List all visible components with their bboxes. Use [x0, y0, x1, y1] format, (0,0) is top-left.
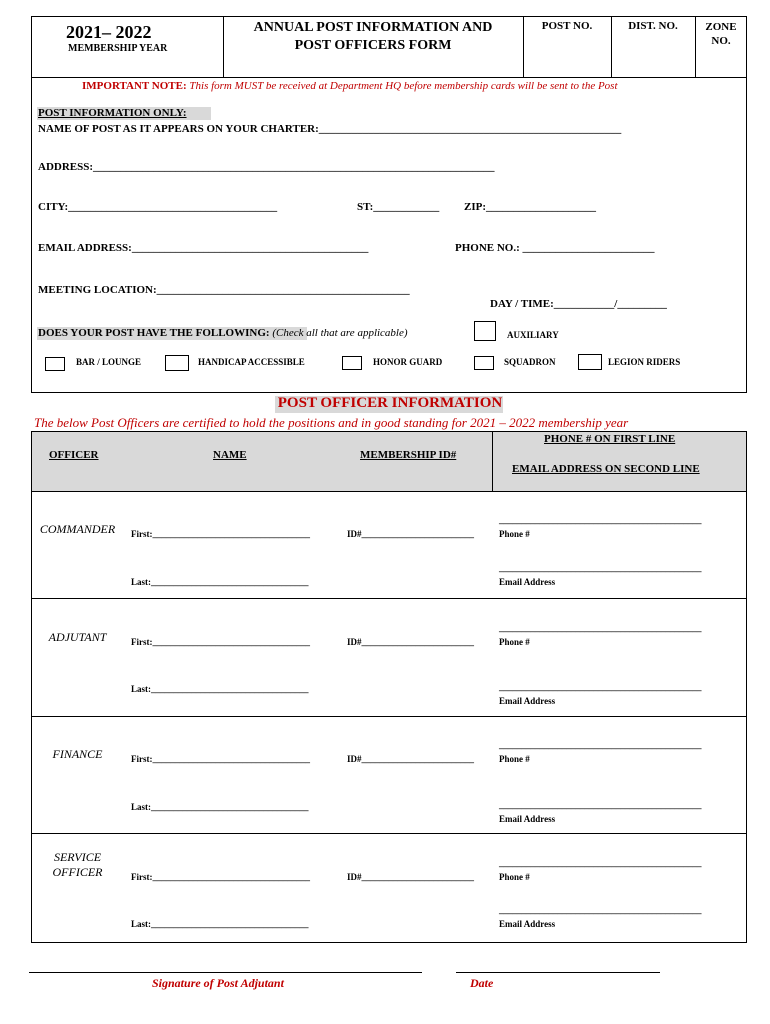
adjutant-first-name[interactable]: First:___________________________________: [131, 637, 310, 647]
handicap-checkbox[interactable]: [165, 355, 189, 371]
service-officer-id[interactable]: ID#_________________________: [347, 872, 475, 882]
phone-field[interactable]: PHONE NO.: ________________________: [455, 242, 655, 254]
service-officer-email-line[interactable]: _____________________________________________: [499, 905, 702, 915]
membership-year: 2021– 2022: [66, 22, 152, 42]
commander-email-label: Email Address: [499, 577, 556, 587]
commander-phone-label: Phone #: [499, 529, 530, 539]
finance-id[interactable]: ID#_________________________: [347, 754, 475, 764]
adjutant-phone-line[interactable]: _____________________________________________: [499, 623, 702, 633]
city-field[interactable]: CITY:______________________________________: [38, 201, 278, 213]
officer-title-adjutant: ADJUTANT: [48, 630, 107, 644]
bar-lounge-checkbox[interactable]: [45, 357, 65, 371]
officer-title-finance: FINANCE: [52, 747, 103, 761]
finance-phone-line[interactable]: _____________________________________________: [499, 740, 702, 750]
membership-year-caption: MEMBERSHIP YEAR: [68, 43, 168, 54]
officer-table-header-divider: [31, 491, 747, 492]
finance-first-name[interactable]: First:___________________________________: [131, 754, 310, 764]
address-field[interactable]: ADDRESS:_________________________________________________________________________: [38, 161, 495, 173]
col-phone: PHONE # ON FIRST LINE: [544, 433, 676, 445]
col-officer: OFFICER: [49, 449, 99, 461]
email-field[interactable]: EMAIL ADDRESS:___________________________________________: [38, 242, 369, 254]
commander-last-name[interactable]: Last:___________________________________: [131, 577, 309, 587]
commander-email-line[interactable]: _____________________________________________: [499, 563, 702, 573]
form-title-line1: ANNUAL POST INFORMATION AND: [253, 20, 493, 35]
auxiliary-checkbox[interactable]: [474, 321, 496, 341]
service-officer-phone-line[interactable]: _____________________________________________: [499, 858, 702, 868]
col-membership-id: MEMBERSHIP ID#: [360, 449, 457, 461]
day-time-field[interactable]: DAY / TIME:___________/_________: [490, 298, 667, 310]
finance-email-line[interactable]: _____________________________________________: [499, 800, 702, 810]
post-no-label: POST NO.: [541, 20, 593, 32]
dist-no-label: DIST. NO.: [628, 20, 678, 32]
bar-lounge-label: BAR / LOUNGE: [76, 357, 142, 367]
service-officer-line1: SERVICE: [53, 850, 102, 864]
legion-riders-label: LEGION RIDERS: [608, 357, 681, 367]
finance-email-label: Email Address: [499, 814, 556, 824]
date-signature-line[interactable]: [456, 972, 660, 973]
post-name-field[interactable]: NAME OF POST AS IT APPEARS ON YOUR CHARTER:_______________________________________________________: [38, 123, 622, 135]
finance-phone-label: Phone #: [499, 754, 530, 764]
important-note: [82, 80, 618, 92]
service-officer-email-label: Email Address: [499, 919, 556, 929]
adjutant-last-name[interactable]: Last:___________________________________: [131, 684, 309, 694]
zip-field[interactable]: ZIP:____________________: [464, 201, 596, 213]
officer-table-col-divider: [492, 431, 493, 491]
date-label: Date: [470, 976, 494, 990]
auxiliary-label: AUXILIARY: [507, 330, 559, 340]
form-title-line2: POST OFFICERS FORM: [294, 38, 452, 53]
service-officer-last-name[interactable]: Last:___________________________________: [131, 919, 309, 929]
state-field[interactable]: ST:____________: [357, 201, 440, 213]
squadron-label: SQUADRON: [504, 357, 556, 367]
adjutant-signature-label: Signature of Post Adjutant: [152, 976, 284, 990]
zone-no-label: [695, 20, 747, 48]
officer-title-commander: COMMANDER: [39, 522, 116, 536]
honor-guard-label: HONOR GUARD: [373, 357, 443, 367]
facilities-question-hint: (Check all that are applicable): [272, 327, 408, 339]
zone-no-line2: NO.: [711, 35, 731, 47]
handicap-label: HANDICAP ACCESSIBLE: [198, 357, 305, 367]
honor-guard-checkbox[interactable]: [342, 356, 362, 370]
commander-id[interactable]: ID#_________________________: [347, 529, 475, 539]
officer-section-title: POST OFFICER INFORMATION: [277, 395, 503, 411]
important-note-label: IMPORTANT NOTE:: [82, 80, 187, 92]
adjutant-email-line[interactable]: _____________________________________________: [499, 682, 702, 692]
service-officer-line2: OFFICER: [52, 865, 103, 879]
officer-title-service-officer: [30, 850, 125, 880]
service-officer-phone-label: Phone #: [499, 872, 530, 882]
meeting-location-field[interactable]: MEETING LOCATION:______________________________________________: [38, 284, 410, 296]
officer-section-subtitle: The below Post Officers are certified to hold the positions and in good standing for 2021 – 2022 membership year: [34, 415, 629, 430]
facilities-question: [38, 327, 408, 339]
col-email: EMAIL ADDRESS ON SECOND LINE: [512, 463, 700, 475]
legion-riders-checkbox[interactable]: [578, 354, 602, 370]
post-info-heading: POST INFORMATION ONLY:: [38, 107, 187, 119]
finance-last-name[interactable]: Last:___________________________________: [131, 802, 309, 812]
facilities-question-bold: DOES YOUR POST HAVE THE FOLLOWING:: [38, 327, 270, 339]
service-officer-first-name[interactable]: First:___________________________________: [131, 872, 310, 882]
squadron-checkbox[interactable]: [474, 356, 494, 370]
important-note-text: This form MUST be received at Department HQ before membership cards will be sent to the Post: [189, 80, 618, 92]
adjutant-email-label: Email Address: [499, 696, 556, 706]
adjutant-signature-line[interactable]: [29, 972, 422, 973]
adjutant-phone-label: Phone #: [499, 637, 530, 647]
header-divider: [31, 77, 747, 78]
commander-phone-line[interactable]: _____________________________________________: [499, 515, 702, 525]
zone-no-line1: ZONE: [705, 21, 737, 33]
officer-row-divider: [31, 833, 747, 834]
col-name: NAME: [213, 449, 247, 461]
officer-row-divider: [31, 598, 747, 599]
adjutant-id[interactable]: ID#_________________________: [347, 637, 475, 647]
commander-first-name[interactable]: First:___________________________________: [131, 529, 310, 539]
officer-row-divider: [31, 716, 747, 717]
